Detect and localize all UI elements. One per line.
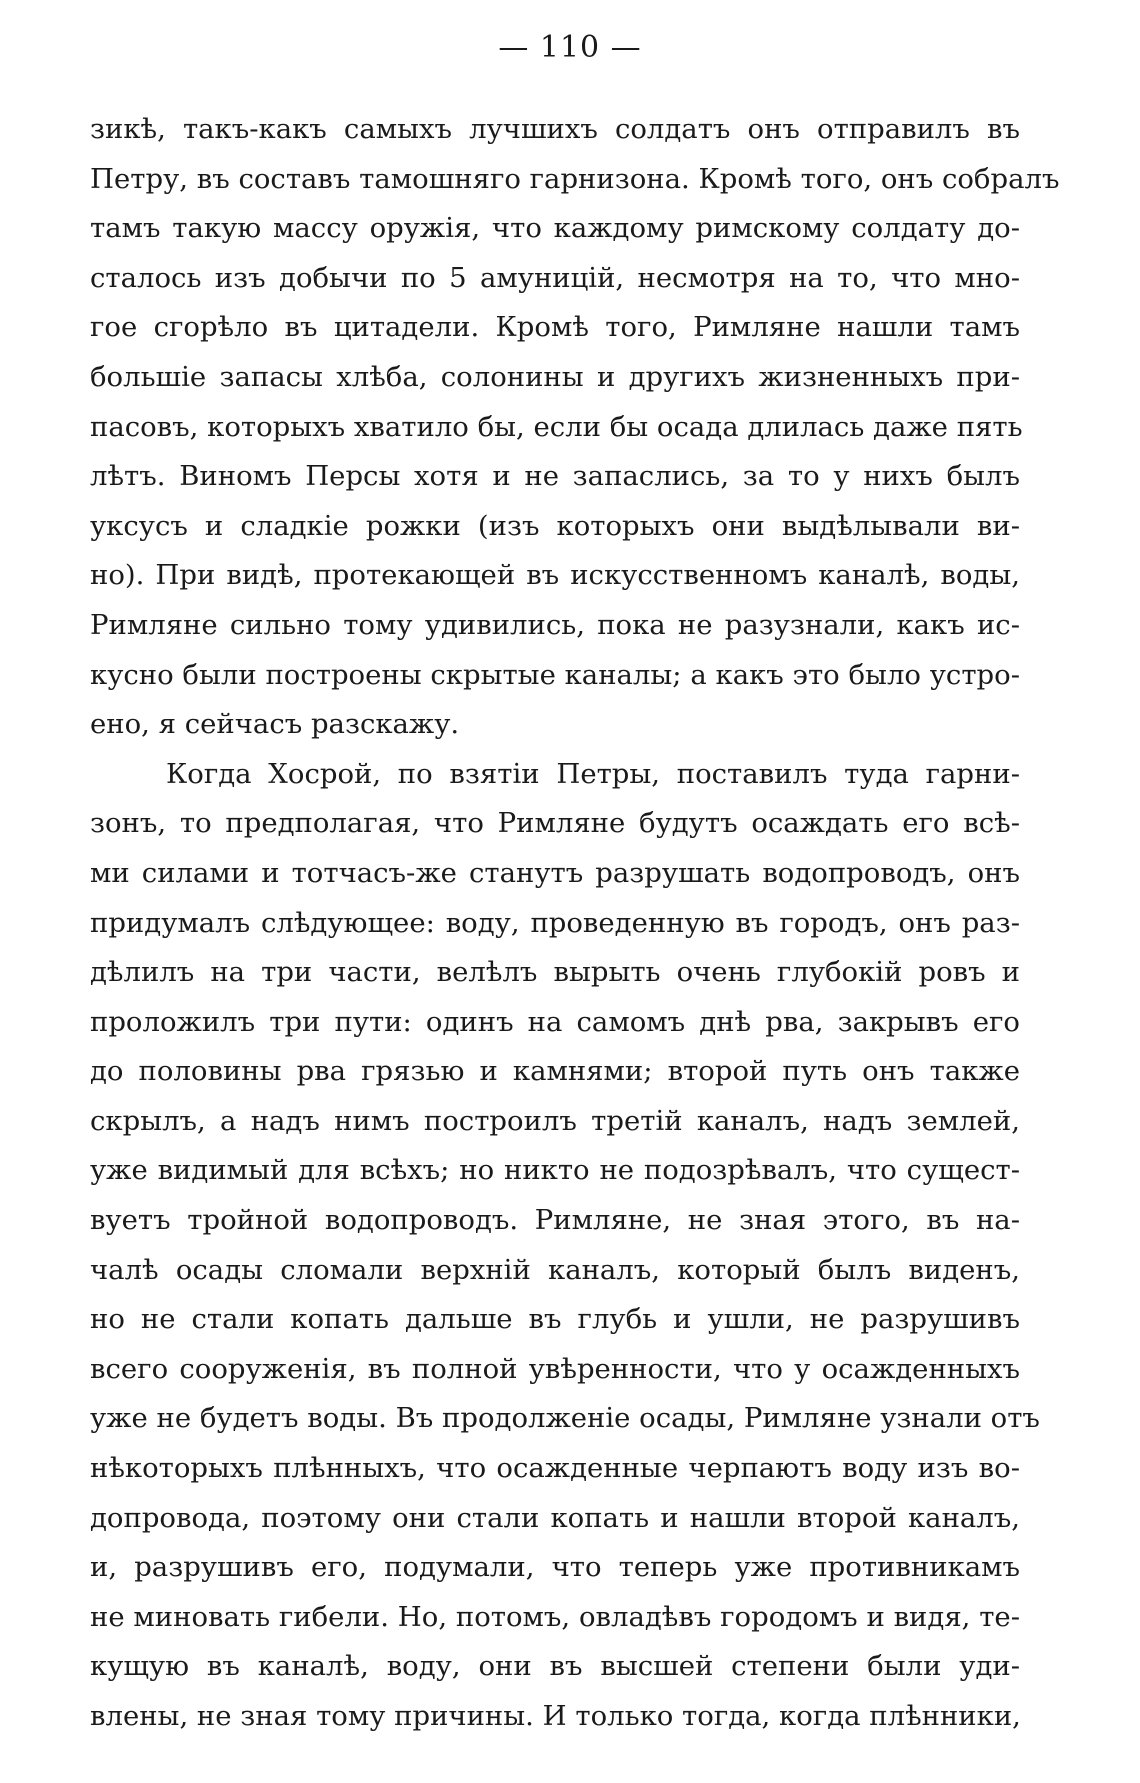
text-line: Петру, въ составъ тамошняго гарнизона. Кромѣ того, онъ собралъ <box>90 162 1060 195</box>
text-line: но). При видѣ, протекающей въ искусственномъ каналѣ, воды, <box>90 559 1020 592</box>
text-line: но не стали копать дальше въ глубь и ушли, не разрушивъ <box>90 1303 1020 1336</box>
text-line: вуетъ тройной водопроводъ. Римляне, не зная этого, въ на- <box>90 1204 1020 1237</box>
text-line: дѣлилъ на три части, велѣлъ вырыть очень глубокій ровъ и <box>90 956 1020 989</box>
text-line: кущую въ каналѣ, воду, они въ высшей степени были уди- <box>90 1650 1020 1683</box>
text-line: тамъ такую массу оружія, что каждому римскому солдату до- <box>90 212 1020 245</box>
text-line: чалѣ осады сломали верхній каналъ, который былъ виденъ, <box>90 1253 1020 1286</box>
text-line: Римляне сильно тому удивились, пока не разузнали, какъ ис- <box>90 608 1020 641</box>
text-line: зикѣ, такъ-какъ самыхъ лучшихъ солдатъ онъ отправилъ въ <box>90 113 1020 145</box>
text-line: допровода, поэтому они стали копать и нашли второй каналъ, <box>90 1501 1020 1534</box>
text-line: придумалъ слѣдующее: воду, проведенную въ городъ, онъ раз- <box>90 906 1020 939</box>
text-line: уксусъ и сладкіе рожки (изъ которыхъ они выдѣлывали ви- <box>90 509 1020 542</box>
body-text <box>90 105 1060 1742</box>
paragraph-1 <box>90 105 1060 750</box>
text-line: и, разрушивъ его, подумали, что теперь уже противникамъ <box>90 1551 1020 1584</box>
text-line: зонъ, то предполагая, что Римляне будутъ осаждать его всѣ- <box>90 807 1020 840</box>
text-line: большіе запасы хлѣба, солонины и другихъ жизненныхъ при- <box>90 360 1020 393</box>
text-line: скрылъ, а надъ нимъ построилъ третій каналъ, надъ землей, <box>90 1104 1020 1137</box>
text-line: нѣкоторыхъ плѣнныхъ, что осажденные черпаютъ воду изъ во- <box>90 1452 1020 1485</box>
text-line: лѣтъ. Виномъ Персы хотя и не запаслись, за то у нихъ былъ <box>90 460 1020 493</box>
text-line: кусно были построены скрытые каналы; а какъ это было устро- <box>90 658 1020 691</box>
text-line: не миновать гибели. Но, потомъ, овладѣвъ городомъ и видя, те- <box>90 1600 1020 1633</box>
paragraph-2 <box>90 750 1040 1742</box>
page-number: — 110 — <box>498 30 642 65</box>
text-line: ми силами и тотчасъ-же станутъ разрушать водопроводъ, онъ <box>90 856 1020 889</box>
text-line: пасовъ, которыхъ хватило бы, если бы осада длилась даже пять <box>90 410 1023 443</box>
text-line: уже видимый для всѣхъ; но никто не подозрѣвалъ, что сущест- <box>90 1154 1020 1187</box>
text-line: гое сгорѣло въ цитадели. Кромѣ того, Римляне нашли тамъ <box>90 311 1020 344</box>
text-line: всего сооруженія, въ полной увѣренности, что у осажденныхъ <box>90 1352 1020 1385</box>
text-line: ено, я сейчасъ разскажу. <box>90 708 460 741</box>
text-line: уже не будетъ воды. Въ продолженіе осады, Римляне узнали отъ <box>90 1402 1040 1435</box>
text-line: сталось изъ добычи по 5 амуницій, несмотря на то, что мно- <box>90 261 1020 294</box>
text-line: проложилъ три пути: одинъ на самомъ днѣ рва, закрывъ его <box>90 1005 1020 1038</box>
text-line: Когда Хосрой, по взятіи Петры, поставилъ туда гарни- <box>166 757 1020 790</box>
text-line: влены, не зная тому причины. И только тогда, когда плѣнники, <box>90 1700 1021 1732</box>
text-line: до половины рва грязью и камнями; второй путь онъ также <box>90 1055 1020 1088</box>
